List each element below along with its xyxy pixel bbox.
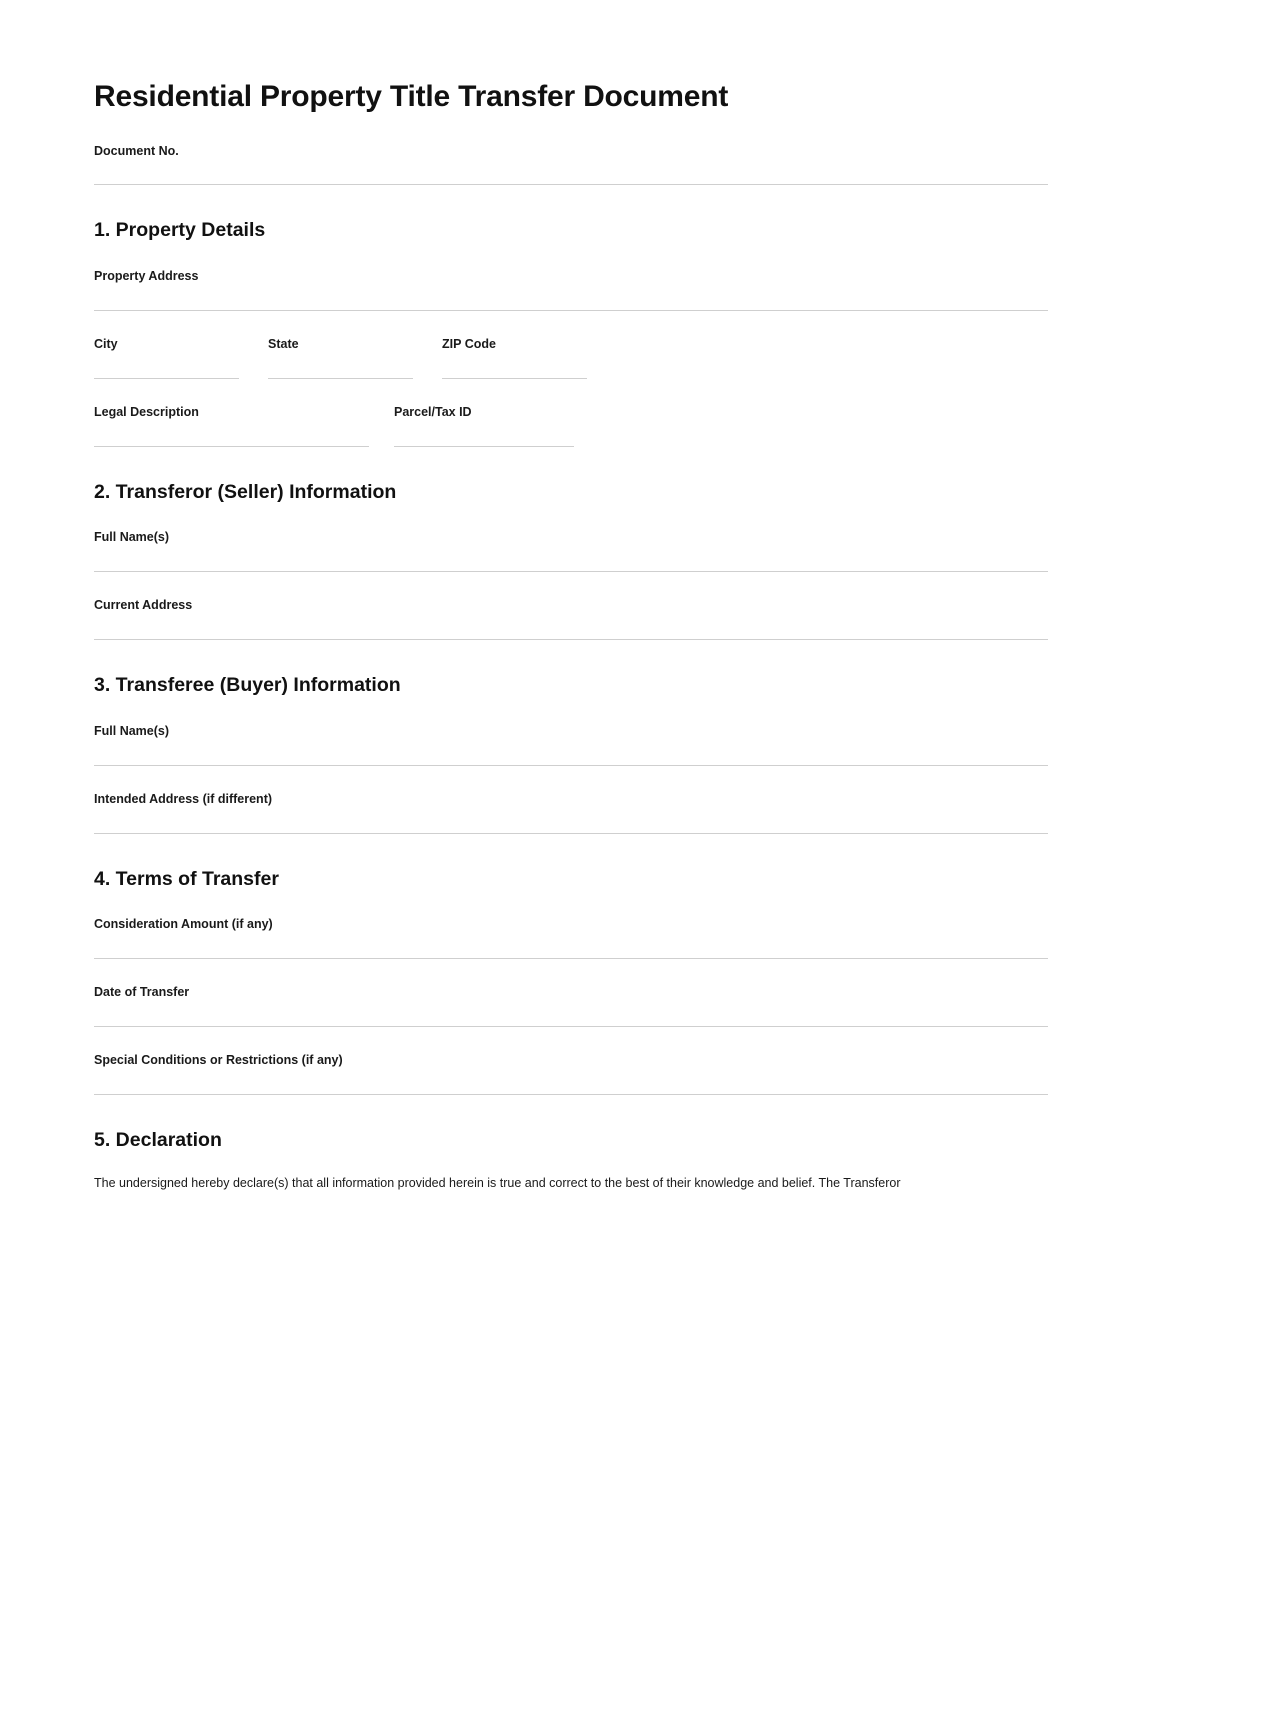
section-terms-of-transfer bbox=[94, 834, 1048, 1095]
section-transferor bbox=[94, 447, 1048, 640]
declaration-paragraph: The undersigned hereby declare(s) that all information provided herein is true and correct to the best of their knowledge and belief. The Transferor bbox=[94, 1176, 901, 1191]
input-transferor-full-names[interactable] bbox=[94, 545, 1048, 572]
label-state: State bbox=[268, 336, 299, 351]
section-heading-declaration: 5. Declaration bbox=[94, 1128, 222, 1151]
label-legal-description: Legal Description bbox=[94, 404, 199, 419]
page-title: Residential Property Title Transfer Document bbox=[94, 80, 729, 113]
field-special-conditions bbox=[94, 1027, 1048, 1095]
label-parcel-tax-id: Parcel/Tax ID bbox=[394, 404, 472, 419]
section-heading-property-details: 1. Property Details bbox=[94, 219, 266, 242]
input-legal-description[interactable] bbox=[94, 420, 369, 447]
field-state bbox=[268, 311, 413, 379]
label-transferor-full-names: Full Name(s) bbox=[94, 530, 170, 545]
field-transferor-full-names bbox=[94, 504, 1048, 572]
label-date-of-transfer: Date of Transfer bbox=[94, 984, 190, 999]
label-city: City bbox=[94, 336, 118, 351]
section-transferee bbox=[94, 640, 1048, 833]
row-legal-parcel bbox=[94, 379, 1048, 447]
input-zip-code[interactable] bbox=[442, 352, 587, 379]
row-city-state-zip bbox=[94, 311, 1048, 379]
field-transferee-full-names bbox=[94, 698, 1048, 766]
input-transferor-current-address[interactable] bbox=[94, 613, 1048, 640]
label-transferor-current-address: Current Address bbox=[94, 598, 193, 613]
field-parcel-tax-id bbox=[394, 379, 574, 447]
field-date-of-transfer bbox=[94, 959, 1048, 1027]
document-content bbox=[94, 0, 1048, 1192]
input-city[interactable] bbox=[94, 352, 239, 379]
field-zip-code bbox=[442, 311, 587, 379]
section-heading-transferee: 3. Transferee (Buyer) Information bbox=[94, 674, 401, 697]
input-consideration-amount[interactable] bbox=[94, 932, 1048, 959]
document-no-label: Document No. bbox=[94, 144, 179, 159]
label-zip-code: ZIP Code bbox=[442, 336, 496, 351]
section-declaration bbox=[94, 1095, 1048, 1193]
field-city bbox=[94, 311, 239, 379]
input-property-address[interactable] bbox=[94, 284, 1048, 311]
label-consideration-amount: Consideration Amount (if any) bbox=[94, 916, 273, 931]
field-legal-description bbox=[94, 379, 369, 447]
label-transferee-full-names: Full Name(s) bbox=[94, 723, 170, 738]
section-heading-transferor: 2. Transferor (Seller) Information bbox=[94, 480, 397, 503]
input-special-conditions[interactable] bbox=[94, 1068, 1048, 1095]
section-heading-terms-of-transfer: 4. Terms of Transfer bbox=[94, 867, 279, 890]
input-date-of-transfer[interactable] bbox=[94, 1000, 1048, 1027]
input-transferee-full-names[interactable] bbox=[94, 739, 1048, 766]
input-transferee-intended-address[interactable] bbox=[94, 807, 1048, 834]
label-property-address: Property Address bbox=[94, 268, 199, 283]
field-transferor-current-address bbox=[94, 572, 1048, 640]
label-transferee-intended-address: Intended Address (if different) bbox=[94, 791, 273, 806]
field-transferee-intended-address bbox=[94, 766, 1048, 834]
label-special-conditions: Special Conditions or Restrictions (if any) bbox=[94, 1052, 343, 1067]
input-parcel-tax-id[interactable] bbox=[394, 420, 574, 447]
field-property-address bbox=[94, 243, 1048, 311]
input-state[interactable] bbox=[268, 352, 413, 379]
section-property-details bbox=[94, 185, 1048, 446]
field-consideration-amount bbox=[94, 891, 1048, 959]
